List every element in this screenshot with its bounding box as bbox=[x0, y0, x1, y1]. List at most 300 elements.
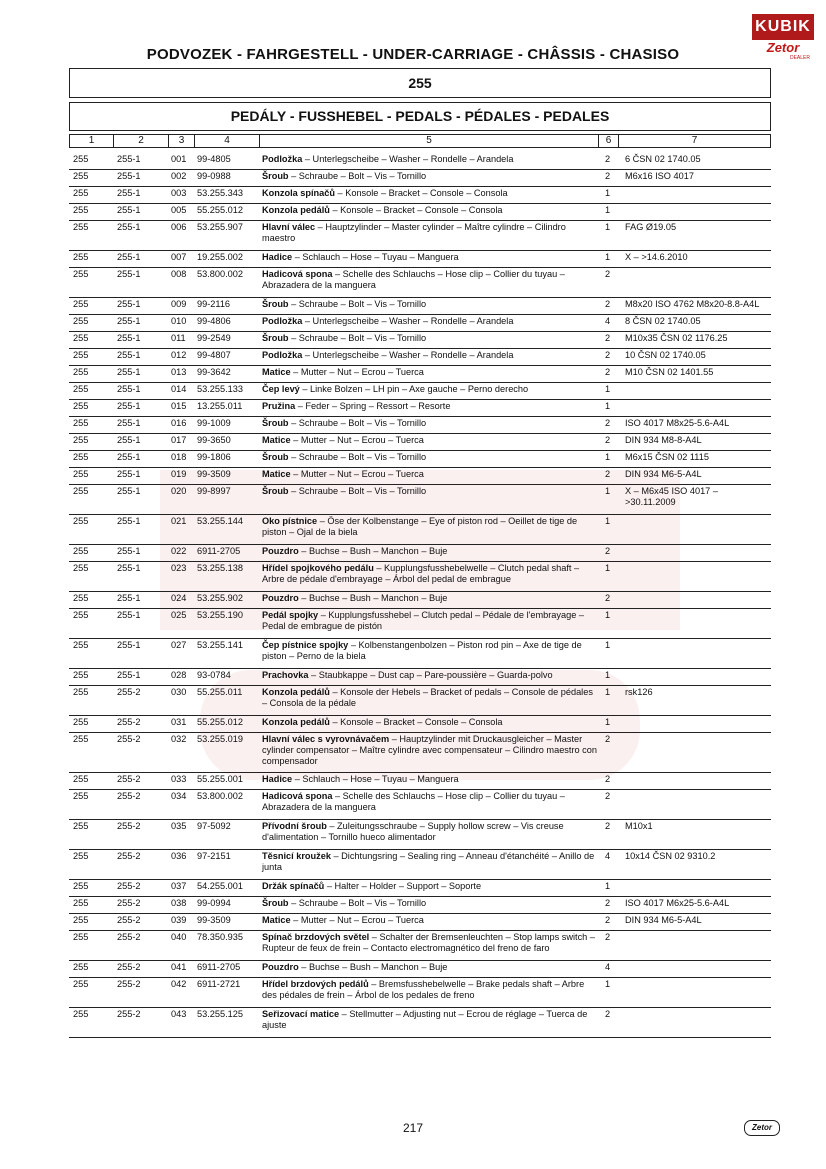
part-number-cell: 6911-2705 bbox=[197, 962, 241, 972]
description-name: Čep pístnice spojky bbox=[262, 640, 349, 650]
group-cell: 255 bbox=[73, 252, 89, 262]
group-cell: 255 bbox=[73, 333, 89, 343]
column-header-5: 5 bbox=[260, 135, 599, 147]
quantity-cell: 1 bbox=[605, 516, 611, 526]
table-row bbox=[69, 484, 771, 515]
part-number-cell: 99-4807 bbox=[197, 350, 231, 360]
quantity-cell: 1 bbox=[605, 222, 611, 232]
group-cell: 255 bbox=[73, 222, 89, 232]
position-cell: 012 bbox=[171, 350, 187, 360]
subgroup-cell: 255-1 bbox=[117, 205, 141, 215]
group-cell: 255 bbox=[73, 299, 89, 309]
description-translations: – Schelle des Schlauchs – Hose clip – Collier du tuyau – Abrazadera de la manguera bbox=[262, 791, 565, 812]
description-name: Čep levý bbox=[262, 384, 300, 394]
group-cell: 255 bbox=[73, 734, 89, 744]
description-cell bbox=[262, 932, 600, 954]
table-row bbox=[69, 772, 771, 790]
description-name: Šroub bbox=[262, 898, 289, 908]
table-row bbox=[69, 267, 771, 298]
quantity-cell: 2 bbox=[605, 469, 611, 479]
description-translations: – Schraube – Bolt – Vis – Tornillo bbox=[288, 486, 427, 496]
description-translations: – Buchse – Bush – Manchon – Buje bbox=[298, 593, 448, 603]
group-cell: 255 bbox=[73, 640, 89, 650]
part-number-cell: 53.255.907 bbox=[197, 222, 243, 232]
position-cell: 021 bbox=[171, 516, 187, 526]
subgroup-cell: 255-1 bbox=[117, 384, 141, 394]
position-cell: 013 bbox=[171, 367, 187, 377]
description-cell bbox=[262, 452, 600, 463]
group-cell: 255 bbox=[73, 915, 89, 925]
table-row bbox=[69, 514, 771, 545]
table-row bbox=[69, 608, 771, 639]
description-translations: – Mutter – Nut – Ecrou – Tuerca bbox=[290, 915, 424, 925]
position-cell: 038 bbox=[171, 898, 187, 908]
subgroup-cell: 255-2 bbox=[117, 1009, 141, 1019]
description-cell bbox=[262, 384, 600, 395]
part-number-cell: 6911-2705 bbox=[197, 546, 241, 556]
position-cell: 041 bbox=[171, 962, 187, 972]
description-translations: – Halter – Holder – Support – Soporte bbox=[324, 881, 482, 891]
description-name: Matice bbox=[262, 915, 291, 925]
subgroup-cell: 255-2 bbox=[117, 821, 141, 831]
description-name: Hřídel spojkového pedálu bbox=[262, 563, 374, 573]
description-translations: – Staubkappe – Dust cap – Pare-poussière – Guarda-polvo bbox=[308, 670, 553, 680]
table-row bbox=[69, 960, 771, 978]
note-cell: DIN 934 M6-5-A4L bbox=[625, 469, 702, 479]
quantity-cell: 2 bbox=[605, 932, 611, 942]
position-cell: 035 bbox=[171, 821, 187, 831]
group-cell: 255 bbox=[73, 452, 89, 462]
table-row bbox=[69, 819, 771, 850]
description-name: Těsnicí kroužek bbox=[262, 851, 331, 861]
table-row bbox=[69, 365, 771, 383]
part-number-cell: 53.255.343 bbox=[197, 188, 243, 198]
quantity-cell: 2 bbox=[605, 546, 611, 556]
subgroup-cell: 255-1 bbox=[117, 171, 141, 181]
quantity-cell: 1 bbox=[605, 384, 611, 394]
description-translations: – Konsole – Bracket – Console – Consola bbox=[329, 205, 503, 215]
subgroup-cell: 255-2 bbox=[117, 791, 141, 801]
table-row bbox=[69, 1007, 771, 1038]
part-number-cell: 99-3509 bbox=[197, 469, 231, 479]
group-cell: 255 bbox=[73, 979, 89, 989]
table-row bbox=[69, 450, 771, 468]
description-translations: – Schlauch – Hose – Tuyau – Manguera bbox=[292, 774, 459, 784]
subgroup-cell: 255-1 bbox=[117, 222, 141, 232]
position-cell: 005 bbox=[171, 205, 187, 215]
quantity-cell: 2 bbox=[605, 1009, 611, 1019]
table-row bbox=[69, 638, 771, 669]
table-row bbox=[69, 250, 771, 268]
position-cell: 006 bbox=[171, 222, 187, 232]
description-translations: – Bremsfusshebelwelle – Brake pedals shaft – Arbre des pédales de frein – Árbol de los pedales de freno bbox=[262, 979, 585, 1000]
part-number-cell: 99-4805 bbox=[197, 154, 231, 164]
subgroup-cell: 255-1 bbox=[117, 154, 141, 164]
description-translations: – Zuleitungsschraube – Supply hollow screw – Vis creuse d'alimentation – Tornillo hueco alimentador bbox=[262, 821, 564, 842]
description-translations: – Stellmutter – Adjusting nut – Ecrou de réglage – Tuerca de ajuste bbox=[262, 1009, 588, 1030]
description-translations: – Kupplungsfusshebelwelle – Clutch pedal shaft – Arbre de pédale d'embrayage – Árbol del pedal de embrague bbox=[262, 563, 580, 584]
subgroup-cell: 255-2 bbox=[117, 687, 141, 697]
description-cell bbox=[262, 188, 600, 199]
group-cell: 255 bbox=[73, 670, 89, 680]
description-translations: – Linke Bolzen – LH pin – Axe gauche – Perno derecho bbox=[299, 384, 529, 394]
description-name: Podložka bbox=[262, 154, 303, 164]
part-number-cell: 99-0994 bbox=[197, 898, 231, 908]
description-name: Šroub bbox=[262, 333, 289, 343]
position-cell: 010 bbox=[171, 316, 187, 326]
description-translations: – Schraube – Bolt – Vis – Tornillo bbox=[288, 299, 427, 309]
description-translations: – Schraube – Bolt – Vis – Tornillo bbox=[288, 333, 427, 343]
description-cell bbox=[262, 418, 600, 429]
subgroup-cell: 255-2 bbox=[117, 979, 141, 989]
part-number-cell: 99-1806 bbox=[197, 452, 231, 462]
kubik-logo-text: KUBIK bbox=[752, 14, 814, 40]
part-number-cell: 53.255.190 bbox=[197, 610, 243, 620]
table-row bbox=[69, 913, 771, 931]
group-cell: 255 bbox=[73, 962, 89, 972]
description-name: Pouzdro bbox=[262, 962, 299, 972]
description-translations: – Unterlegscheibe – Washer – Rondelle – Arandela bbox=[302, 316, 514, 326]
description-cell bbox=[262, 1009, 600, 1031]
part-number-cell: 99-0988 bbox=[197, 171, 231, 181]
description-name: Šroub bbox=[262, 418, 289, 428]
quantity-cell: 1 bbox=[605, 563, 611, 573]
part-number-cell: 53.255.141 bbox=[197, 640, 243, 650]
subgroup-cell: 255-2 bbox=[117, 881, 141, 891]
quantity-cell: 1 bbox=[605, 881, 611, 891]
quantity-cell: 2 bbox=[605, 791, 611, 801]
description-translations: – Konsole der Hebels – Bracket of pedals – Console de pédales – Consola de la pédale bbox=[262, 687, 593, 708]
note-cell: DIN 934 M6-5-A4L bbox=[625, 915, 702, 925]
description-cell bbox=[262, 821, 600, 843]
description-translations: – Konsole – Bracket – Console – Consola bbox=[329, 717, 503, 727]
description-cell bbox=[262, 350, 600, 361]
note-cell: 10x14 ČSN 02 9310.2 bbox=[625, 851, 716, 861]
subgroup-cell: 255-1 bbox=[117, 435, 141, 445]
subgroup-cell: 255-1 bbox=[117, 252, 141, 262]
table-row bbox=[69, 399, 771, 417]
position-cell: 018 bbox=[171, 452, 187, 462]
description-translations: – Kolbenstangenbolzen – Piston rod pin – Axe de tige de piston – Perno de la biela bbox=[262, 640, 582, 661]
description-translations: – Unterlegscheibe – Washer – Rondelle – Arandela bbox=[302, 350, 514, 360]
table-row bbox=[69, 220, 771, 251]
group-cell: 255 bbox=[73, 154, 89, 164]
group-cell: 255 bbox=[73, 1009, 89, 1019]
part-number-cell: 53.800.002 bbox=[197, 791, 243, 801]
part-number-cell: 99-4806 bbox=[197, 316, 231, 326]
description-translations: – Mutter – Nut – Ecrou – Tuerca bbox=[290, 469, 424, 479]
table-row bbox=[69, 930, 771, 961]
description-translations: – Schlauch – Hose – Tuyau – Manguera bbox=[292, 252, 459, 262]
subgroup-cell: 255-2 bbox=[117, 717, 141, 727]
part-number-cell: 78.350.935 bbox=[197, 932, 243, 942]
table-row bbox=[69, 467, 771, 485]
group-cell: 255 bbox=[73, 469, 89, 479]
table-row bbox=[69, 203, 771, 221]
page-title: PODVOZEK - FAHRGESTELL - UNDER-CARRIAGE - CHÂSSIS - CHASISO bbox=[146, 46, 680, 63]
description-translations: – Schraube – Bolt – Vis – Tornillo bbox=[288, 898, 427, 908]
quantity-cell: 4 bbox=[605, 851, 611, 861]
table-row bbox=[69, 416, 771, 434]
description-name: Konzola spínačů bbox=[262, 188, 335, 198]
note-cell: X – >14.6.2010 bbox=[625, 252, 688, 262]
part-number-cell: 99-2116 bbox=[197, 299, 231, 309]
description-name: Hadice bbox=[262, 252, 293, 262]
part-number-cell: 99-3642 bbox=[197, 367, 231, 377]
quantity-cell: 2 bbox=[605, 269, 611, 279]
part-number-cell: 13.255.011 bbox=[197, 401, 243, 411]
table-row bbox=[69, 297, 771, 315]
column-header-6: 6 bbox=[599, 135, 619, 147]
quantity-cell: 1 bbox=[605, 640, 611, 650]
table-row bbox=[69, 314, 771, 332]
subgroup-cell: 255-1 bbox=[117, 469, 141, 479]
column-header-7: 7 bbox=[691, 135, 698, 146]
description-cell bbox=[262, 516, 600, 538]
quantity-cell: 2 bbox=[605, 171, 611, 181]
quantity-cell: 2 bbox=[605, 734, 611, 744]
position-cell: 015 bbox=[171, 401, 187, 411]
subgroup-cell: 255-1 bbox=[117, 563, 141, 573]
group-cell: 255 bbox=[73, 821, 89, 831]
subgroup-cell: 255-2 bbox=[117, 898, 141, 908]
position-cell: 009 bbox=[171, 299, 187, 309]
position-cell: 016 bbox=[171, 418, 187, 428]
position-cell: 036 bbox=[171, 851, 187, 861]
description-name: Matice bbox=[262, 367, 291, 377]
quantity-cell: 1 bbox=[605, 486, 611, 496]
description-cell bbox=[262, 670, 600, 681]
quantity-cell: 2 bbox=[605, 299, 611, 309]
group-number-box: 255 bbox=[69, 68, 771, 98]
table-row bbox=[69, 169, 771, 187]
position-cell: 011 bbox=[171, 333, 186, 343]
description-name: Podložka bbox=[262, 350, 303, 360]
position-cell: 014 bbox=[171, 384, 187, 394]
description-cell bbox=[262, 962, 600, 973]
description-cell bbox=[262, 222, 600, 244]
note-cell: ISO 4017 M8x25-5.6-A4L bbox=[625, 418, 730, 428]
position-cell: 034 bbox=[171, 791, 187, 801]
description-translations: – Öse der Kolbenstange – Eye of piston rod – Oeillet de tige de piston – Ojal de la biela bbox=[262, 516, 578, 537]
position-cell: 037 bbox=[171, 881, 187, 891]
part-number-cell: 55.255.012 bbox=[197, 205, 243, 215]
position-cell: 024 bbox=[171, 593, 187, 603]
position-cell: 008 bbox=[171, 269, 187, 279]
description-cell bbox=[262, 435, 600, 446]
table-row bbox=[69, 348, 771, 366]
description-name: Držák spínačů bbox=[262, 881, 325, 891]
group-cell: 255 bbox=[73, 384, 89, 394]
description-name: Hadicová spona bbox=[262, 269, 333, 279]
part-number-cell: 53.255.125 bbox=[197, 1009, 243, 1019]
table-row bbox=[69, 186, 771, 204]
description-cell bbox=[262, 269, 600, 291]
description-name: Prachovka bbox=[262, 670, 309, 680]
description-name: Pružina bbox=[262, 401, 296, 411]
note-cell: M6x16 ISO 4017 bbox=[625, 171, 694, 181]
description-name: Hlavní válec s vyrovnávačem bbox=[262, 734, 390, 744]
subgroup-cell: 255-2 bbox=[117, 734, 141, 744]
part-number-cell: 53.255.133 bbox=[197, 384, 243, 394]
table-row bbox=[69, 879, 771, 897]
group-cell: 255 bbox=[73, 367, 89, 377]
part-number-cell: 99-8997 bbox=[197, 486, 231, 496]
subgroup-cell: 255-1 bbox=[117, 333, 141, 343]
part-number-cell: 97-5092 bbox=[197, 821, 231, 831]
description-translations: – Hauptzylinder – Master cylinder – Maître cylindre – Cilindro maestro bbox=[262, 222, 566, 243]
description-name: Pedál spojky bbox=[262, 610, 319, 620]
description-translations: – Buchse – Bush – Manchon – Buje bbox=[298, 962, 448, 972]
description-cell bbox=[262, 593, 600, 604]
column-header-4: 4 bbox=[195, 135, 260, 147]
quantity-cell: 2 bbox=[605, 154, 611, 164]
table-row bbox=[69, 152, 771, 170]
group-cell: 255 bbox=[73, 881, 89, 891]
quantity-cell: 1 bbox=[605, 452, 611, 462]
description-cell bbox=[262, 546, 600, 557]
position-cell: 031 bbox=[171, 717, 187, 727]
group-cell: 255 bbox=[73, 932, 89, 942]
description-cell bbox=[262, 333, 600, 344]
quantity-cell: 2 bbox=[605, 418, 611, 428]
table-row bbox=[69, 668, 771, 686]
subgroup-cell: 255-2 bbox=[117, 962, 141, 972]
quantity-cell: 1 bbox=[605, 401, 611, 411]
description-cell bbox=[262, 610, 600, 632]
description-name: Šroub bbox=[262, 299, 289, 309]
group-cell: 255 bbox=[73, 435, 89, 445]
part-number-cell: 55.255.012 bbox=[197, 717, 243, 727]
part-number-cell: 97-2151 bbox=[197, 851, 231, 861]
quantity-cell: 2 bbox=[605, 915, 611, 925]
description-name: Konzola pedálů bbox=[262, 717, 330, 727]
description-name: Konzola pedálů bbox=[262, 687, 330, 697]
subgroup-cell: 255-1 bbox=[117, 486, 141, 496]
part-number-cell: 53.255.019 bbox=[197, 734, 243, 744]
part-number-cell: 53.255.138 bbox=[197, 563, 243, 573]
subgroup-cell: 255-1 bbox=[117, 367, 141, 377]
group-cell: 255 bbox=[73, 316, 89, 326]
section-title-box: PEDÁLY - FUSSHEBEL - PEDALS - PÉDALES - PEDALES bbox=[69, 102, 771, 131]
quantity-cell: 2 bbox=[605, 821, 611, 831]
description-name: Matice bbox=[262, 469, 291, 479]
quantity-cell: 2 bbox=[605, 774, 611, 784]
table-row bbox=[69, 382, 771, 400]
table-row bbox=[69, 561, 771, 592]
subgroup-cell: 255-2 bbox=[117, 915, 141, 925]
group-cell: 255 bbox=[73, 563, 89, 573]
quantity-cell: 1 bbox=[605, 252, 611, 262]
description-translations: – Schraube – Bolt – Vis – Tornillo bbox=[288, 171, 427, 181]
subgroup-cell: 255-1 bbox=[117, 350, 141, 360]
group-cell: 255 bbox=[73, 401, 89, 411]
table-row bbox=[69, 732, 771, 773]
subgroup-cell: 255-1 bbox=[117, 452, 141, 462]
subgroup-cell: 255-2 bbox=[117, 932, 141, 942]
quantity-cell: 2 bbox=[605, 367, 611, 377]
quantity-cell: 4 bbox=[605, 962, 611, 972]
description-cell bbox=[262, 367, 600, 378]
group-cell: 255 bbox=[73, 546, 89, 556]
group-cell: 255 bbox=[73, 610, 89, 620]
note-cell: M10x1 bbox=[625, 821, 653, 831]
description-name: Pouzdro bbox=[262, 593, 299, 603]
page-number: 217 bbox=[402, 1121, 424, 1135]
subgroup-cell: 255-2 bbox=[117, 851, 141, 861]
quantity-cell: 1 bbox=[605, 979, 611, 989]
position-cell: 002 bbox=[171, 171, 187, 181]
table-row bbox=[69, 591, 771, 609]
description-cell bbox=[262, 316, 600, 327]
part-number-cell: 53.255.902 bbox=[197, 593, 243, 603]
position-cell: 039 bbox=[171, 915, 187, 925]
description-translations: – Dichtungsring – Sealing ring – Anneau d'étanchéité – Anillo de junta bbox=[262, 851, 595, 872]
table-row bbox=[69, 433, 771, 451]
subgroup-cell: 255-1 bbox=[117, 188, 141, 198]
description-cell bbox=[262, 979, 600, 1001]
part-number-cell: 53.255.144 bbox=[197, 516, 243, 526]
description-name: Šroub bbox=[262, 171, 289, 181]
group-cell: 255 bbox=[73, 171, 89, 181]
description-cell bbox=[262, 774, 600, 785]
part-number-cell: 54.255.001 bbox=[197, 881, 243, 891]
description-cell bbox=[262, 171, 600, 182]
subgroup-cell: 255-1 bbox=[117, 269, 141, 279]
note-cell: M10x35 ČSN 02 1176.25 bbox=[625, 333, 728, 343]
subgroup-cell: 255-1 bbox=[117, 593, 141, 603]
column-header-3: 3 bbox=[169, 135, 195, 147]
position-cell: 017 bbox=[171, 435, 187, 445]
group-cell: 255 bbox=[73, 516, 89, 526]
group-cell: 255 bbox=[73, 791, 89, 801]
description-translations: – Konsole – Bracket – Console – Consola bbox=[335, 188, 508, 198]
position-cell: 028 bbox=[171, 670, 187, 680]
description-translations: – Unterlegscheibe – Washer – Rondelle – Arandela bbox=[302, 154, 514, 164]
position-cell: 020 bbox=[171, 486, 187, 496]
description-translations: – Schraube – Bolt – Vis – Tornillo bbox=[288, 452, 427, 462]
subgroup-cell: 255-1 bbox=[117, 670, 141, 680]
description-name: Šroub bbox=[262, 486, 289, 496]
quantity-cell: 4 bbox=[605, 316, 611, 326]
description-name: Hlavní válec bbox=[262, 222, 316, 232]
description-translations: – Hauptzylinder mit Druckausgleicher – Master cylinder compensator – Maître cylindre avec compensateur – Cilindro maestro con compensador bbox=[262, 734, 597, 766]
subgroup-cell: 255-1 bbox=[117, 640, 141, 650]
subgroup-cell: 255-1 bbox=[117, 610, 141, 620]
table-row bbox=[69, 544, 771, 562]
quantity-cell: 2 bbox=[605, 435, 611, 445]
group-cell: 255 bbox=[73, 593, 89, 603]
description-name: Šroub bbox=[262, 452, 289, 462]
table-row bbox=[69, 849, 771, 880]
subgroup-cell: 255-1 bbox=[117, 418, 141, 428]
position-cell: 019 bbox=[171, 469, 187, 479]
note-cell: FAG Ø19.05 bbox=[625, 222, 677, 232]
table-row bbox=[69, 789, 771, 820]
description-cell bbox=[262, 791, 600, 813]
table-row bbox=[69, 715, 771, 733]
part-number-cell: 19.255.002 bbox=[197, 252, 243, 262]
quantity-cell: 1 bbox=[605, 670, 611, 680]
description-cell bbox=[262, 734, 600, 767]
position-cell: 023 bbox=[171, 563, 187, 573]
description-name: Oko pístnice bbox=[262, 516, 318, 526]
description-translations: – Schalter der Bremsenleuchten – Stop lamps switch – Rupteur de feux de frein – Contacto electromagnético del freno de faro bbox=[262, 932, 595, 953]
position-cell: 033 bbox=[171, 774, 187, 784]
part-number-cell: 53.800.002 bbox=[197, 269, 243, 279]
description-name: Hřídel brzdových pedálů bbox=[262, 979, 369, 989]
subgroup-cell: 255-1 bbox=[117, 516, 141, 526]
